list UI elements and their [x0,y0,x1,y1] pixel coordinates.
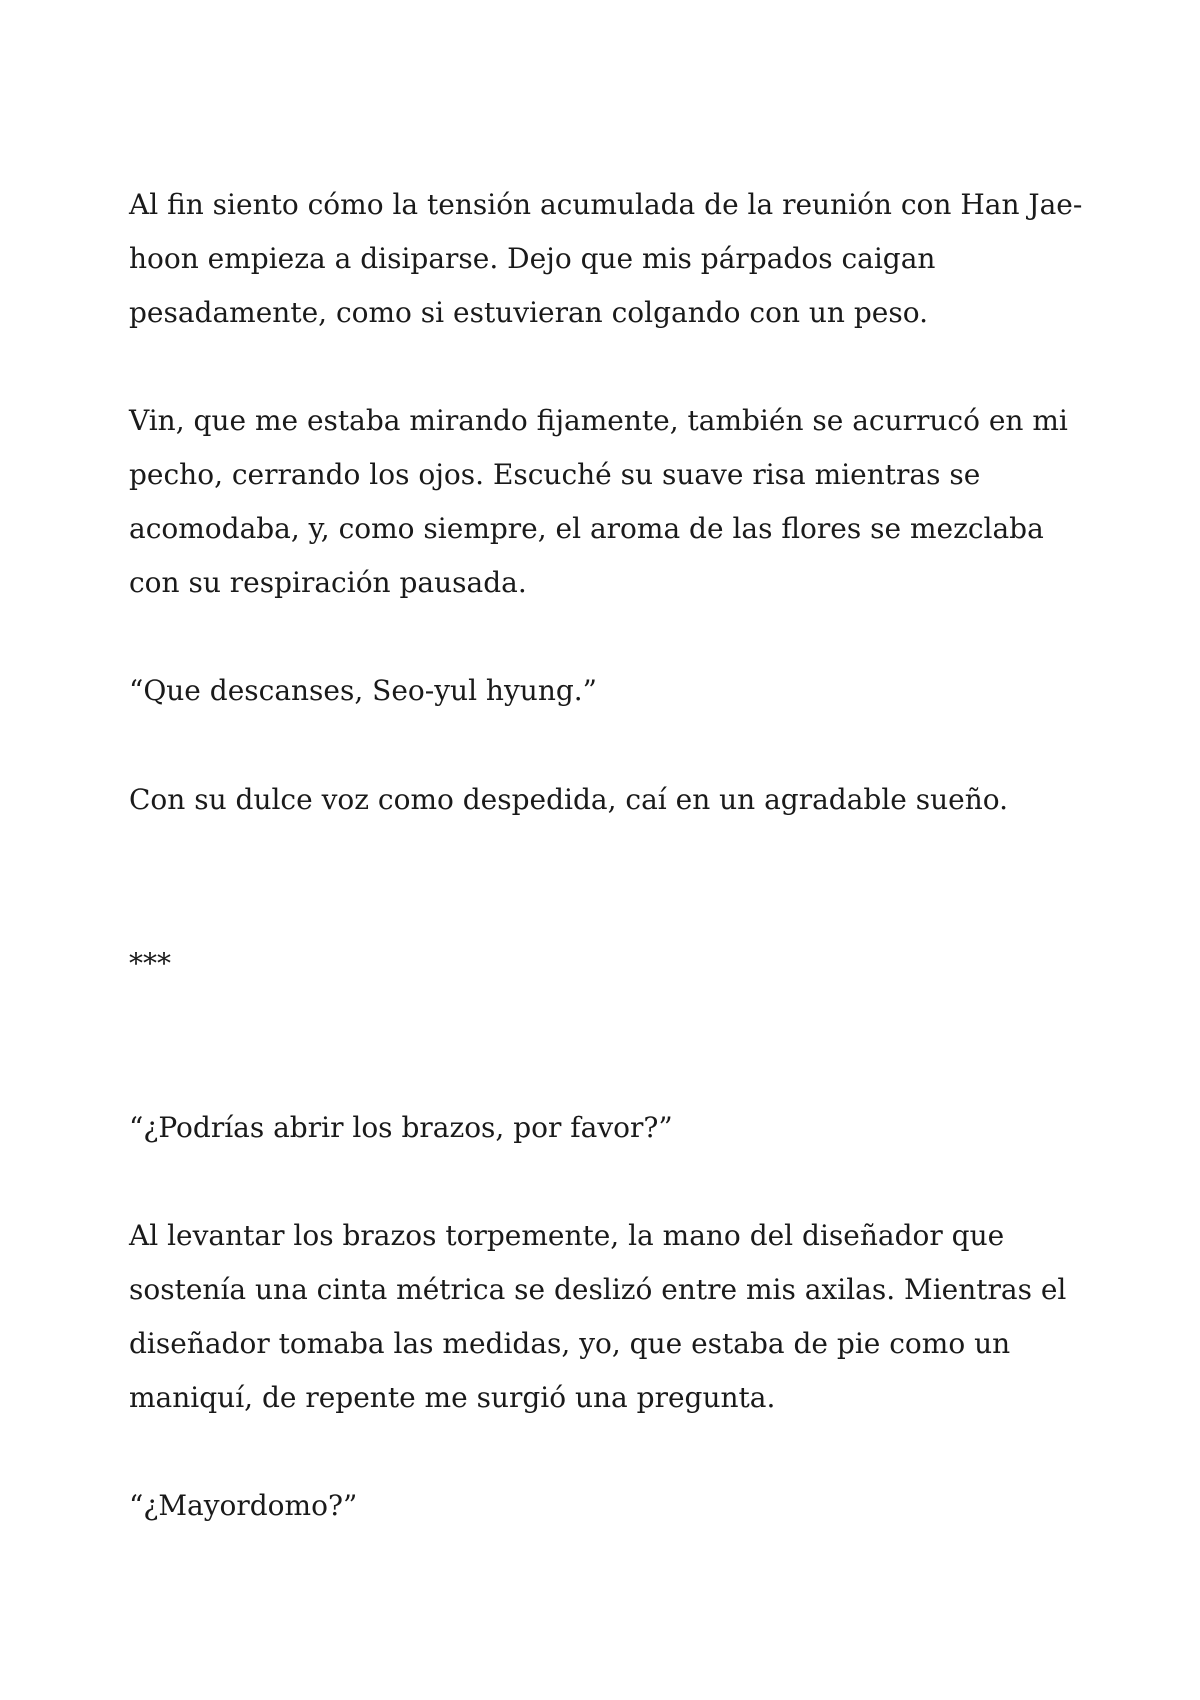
paragraph-line: pecho, cerrando los ojos. Escuché su suave risa mientras se [129,458,981,491]
scene-break [129,937,1079,991]
paragraph-line: hoon empieza a disiparse. Dejo que mis párpados caigan [129,242,936,275]
paragraph-5 [129,1101,1079,1155]
scene-break-marker: *** [129,947,171,980]
paragraph-line: Al fin siento cómo la tensión acumulada de la reunión con Han Jae- [129,188,1083,221]
paragraph-line: maniquí, de repente me surgió una pregunta. [129,1381,776,1414]
paragraph-line: Vin, que me estaba mirando fijamente, también se acurrucó en mi [129,404,1068,437]
paragraph-line: con su respiración pausada. [129,566,527,599]
paragraph-7 [129,1479,1079,1533]
paragraph-line: pesadamente, como si estuvieran colgando con un peso. [129,296,928,329]
paragraph-line: sostenía una cinta métrica se deslizó entre mis axilas. Mientras el [129,1273,1067,1306]
paragraph-3 [129,664,1079,718]
paragraph-6 [129,1209,1079,1425]
paragraph-line: Con su dulce voz como despedida, caí en un agradable sueño. [129,783,1009,816]
paragraph-line: diseñador tomaba las medidas, yo, que estaba de pie como un [129,1327,1011,1360]
paragraph-4 [129,773,1079,827]
dialogue-line: “¿Mayordomo?” [129,1489,358,1522]
dialogue-line: “¿Podrías abrir los brazos, por favor?” [129,1111,673,1144]
dialogue-line: “Que descanses, Seo-yul hyung.” [129,674,597,707]
paragraph-2 [129,394,1079,610]
paragraph-line: acomodaba, y, como siempre, el aroma de las flores se mezclaba [129,512,1044,545]
paragraph-1 [129,178,1083,340]
paragraph-line: Al levantar los brazos torpemente, la mano del diseñador que [129,1219,1005,1252]
